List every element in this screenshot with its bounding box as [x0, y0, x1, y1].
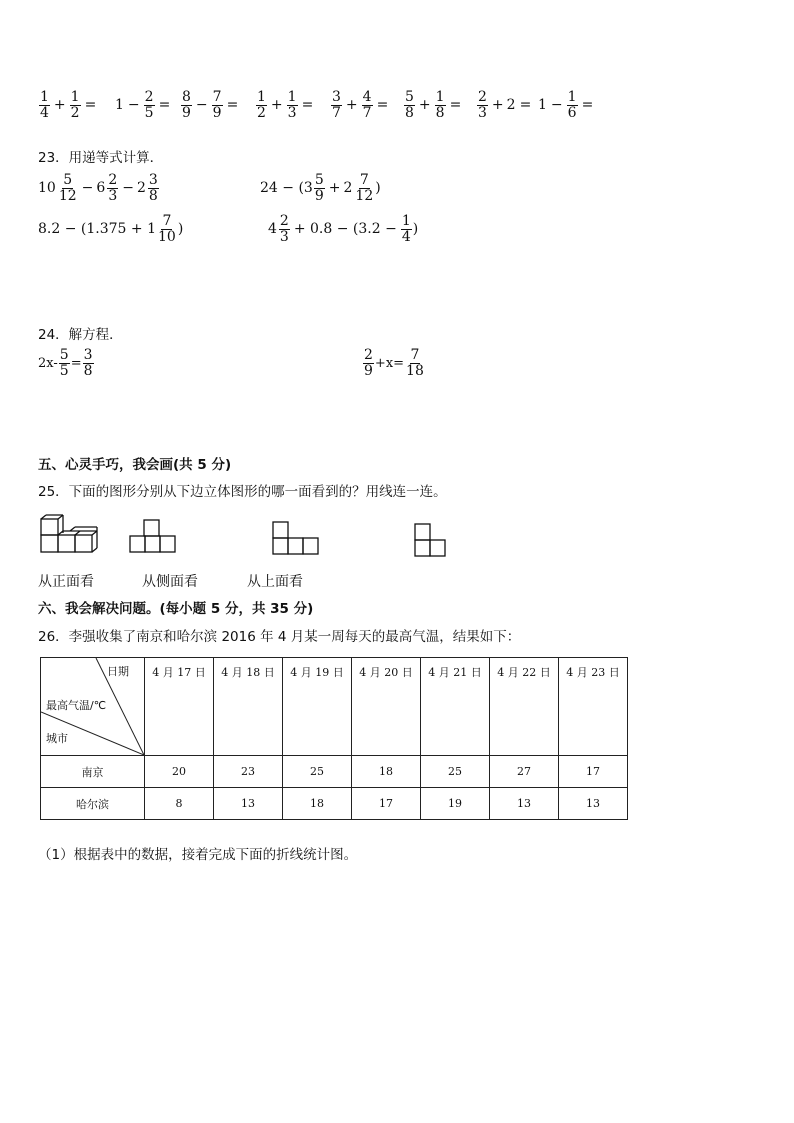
view-figure-3: [414, 522, 448, 558]
q23-expr-1: 10 $\frac{5}{12}$ − 6 $\frac{2}{3}$ − 2 $\frac{3}{8}$: [38, 172, 158, 204]
oral-calc-1: $\frac{1}{4}$ + $\frac{1}{2}$ =: [40, 89, 97, 121]
q23-title: 23．用递等式计算．: [38, 150, 164, 166]
value-cell: 25: [283, 756, 352, 788]
date-header-cell: 4 月 22 日: [490, 658, 559, 756]
value-cell: 13: [559, 788, 628, 820]
section-6-heading: 六、我会解决问题。(每小题 5 分，共 35 分): [38, 601, 314, 617]
oral-calc-5: $\frac{3}{7}$ + $\frac{4}{7}$ =: [332, 89, 389, 121]
q23-expr-2: 24 − (3 $\frac{5}{9}$ + 2 $\frac{7}{12}$ ): [260, 172, 381, 204]
oral-calc-4: $\frac{1}{2}$ + $\frac{1}{3}$ =: [257, 89, 314, 121]
date-header-cell: 4 月 23 日: [559, 658, 628, 756]
value-cell: 19: [421, 788, 490, 820]
city-cell: 哈尔滨: [41, 788, 145, 820]
city-cell: 南京: [41, 756, 145, 788]
view-figure-1: [129, 518, 177, 554]
label-top-view: 从上面看: [247, 574, 303, 590]
oral-calc-7: $\frac{2}{3}$ + 2 =: [478, 89, 532, 121]
value-cell: 25: [421, 756, 490, 788]
temperature-table: [40, 657, 628, 820]
q24-title: 24．解方程．: [38, 327, 123, 343]
label-side-view: 从侧面看: [142, 574, 198, 590]
value-cell: 23: [214, 756, 283, 788]
table-corner-cell: [41, 658, 145, 756]
value-cell: 13: [214, 788, 283, 820]
q23-expr-4: 4 $\frac{2}{3}$ + 0.8 − (3.2 − $\frac{1}{4}$ ): [268, 213, 419, 245]
value-cell: 17: [352, 788, 421, 820]
date-header-cell: 4 月 17 日: [145, 658, 214, 756]
solid-figure: [38, 513, 102, 555]
q25-title: 25．下面的图形分别从下边立体图形的哪一面看到的？用线连一连。: [38, 484, 447, 500]
value-cell: 18: [283, 788, 352, 820]
q23-expr-3: 8.2 − (1.375 + 1 $\frac{7}{10}$ ): [38, 213, 184, 245]
oral-calc-8: 1 − $\frac{1}{6}$ =: [538, 89, 594, 121]
table-header-row: [41, 658, 628, 756]
value-cell: 27: [490, 756, 559, 788]
corner-label-date: 日期: [107, 665, 129, 678]
oral-calc-3: $\frac{8}{9}$ − $\frac{7}{9}$ =: [182, 89, 239, 121]
value-cell: 20: [145, 756, 214, 788]
q26-title: 26．李强收集了南京和哈尔滨 2016 年 4 月某一周每天的最高气温，结果如下：: [38, 629, 521, 645]
value-cell: 17: [559, 756, 628, 788]
oral-calc-6: $\frac{5}{8}$ + $\frac{1}{8}$ =: [405, 89, 462, 121]
value-cell: 18: [352, 756, 421, 788]
table-row: [41, 756, 628, 788]
value-cell: 13: [490, 788, 559, 820]
oral-calc-2: 1 − $\frac{2}{5}$ =: [115, 89, 171, 121]
view-figure-2: [272, 520, 320, 556]
corner-label-temp: 最高气温/℃: [46, 699, 107, 712]
corner-label-city: 城市: [46, 732, 68, 745]
label-front-view: 从正面看: [38, 574, 94, 590]
q26-subquestion-1: （1）根据表中的数据，接着完成下面的折线统计图。: [38, 847, 358, 863]
date-header-cell: 4 月 21 日: [421, 658, 490, 756]
q24-equation-1: 2x- $\frac{5}{5}$ = $\frac{3}{8}$: [38, 347, 93, 379]
date-header-cell: 4 月 19 日: [283, 658, 352, 756]
value-cell: 8: [145, 788, 214, 820]
q24-equation-2: $\frac{2}{9}$ +x= $\frac{7}{18}$: [364, 347, 424, 379]
date-header-cell: 4 月 18 日: [214, 658, 283, 756]
date-header-cell: 4 月 20 日: [352, 658, 421, 756]
section-5-heading: 五、心灵手巧，我会画(共 5 分): [38, 457, 232, 473]
table-row: [41, 788, 628, 820]
